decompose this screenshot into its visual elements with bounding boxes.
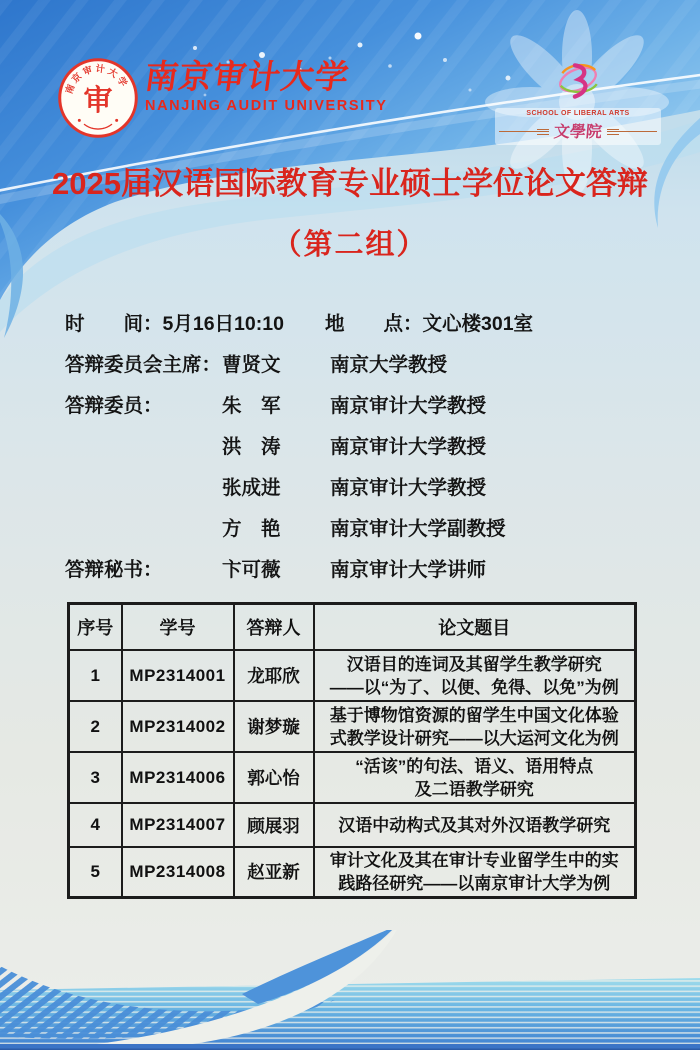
row-student-id: MP2314001 (122, 650, 234, 701)
row-no: 5 (69, 847, 122, 897)
place-field (325, 308, 533, 336)
info-row-member (65, 383, 670, 424)
right-decorative-line (607, 128, 657, 134)
university-name-cn: 南京审计大学 (142, 58, 352, 95)
university-names (142, 58, 388, 115)
row-defender-name: 顾展羽 (234, 803, 314, 847)
school-name-en: SCHOOL OF LIBERAL ARTS (526, 110, 630, 117)
thesis-title-line: 汉语中动构式及其对外汉语教学研究 (338, 815, 611, 835)
info-row-member (65, 465, 670, 506)
place-value: 文心楼301室 (422, 312, 534, 335)
row-student-id: MP2314008 (122, 847, 234, 897)
thesis-title-line: 式教学设计研究——以大运河文化为例 (329, 728, 619, 748)
col-header-id: 学号 (122, 604, 234, 651)
chair-title: 南京大学教授 (330, 353, 448, 376)
time-field (65, 308, 325, 336)
chair-label: 答辩委员会主席： (65, 353, 222, 376)
row-defender-name: 龙耶欣 (234, 650, 314, 701)
thesis-title-line: 基于博物馆资源的留学生中国文化体验 (329, 705, 619, 725)
table-row (69, 650, 636, 701)
info-row-time-place (65, 301, 670, 342)
member-title: 南京审计大学教授 (330, 476, 487, 499)
member-title: 南京审计大学副教授 (330, 517, 506, 540)
info-row-chair (65, 342, 670, 383)
secretary-label: 答辩秘书： (65, 558, 163, 581)
row-no: 1 (69, 650, 122, 701)
defense-schedule-table (67, 602, 637, 899)
university-brand (56, 56, 388, 140)
school-brand (495, 56, 661, 145)
row-thesis-title (314, 803, 636, 847)
row-defender-name: 谢梦璇 (234, 701, 314, 752)
thesis-title-line: “活该”的句法、语义、语用特点 (355, 756, 594, 776)
time-label: 时 间： (65, 312, 163, 335)
row-student-id: MP2314006 (122, 752, 234, 803)
members-label: 答辩委员： (65, 394, 163, 417)
row-no: 3 (69, 752, 122, 803)
table-row (69, 752, 636, 803)
secretary-title: 南京审计大学讲师 (330, 558, 487, 581)
poster-title-line1: 2025届汉语国际教育专业硕士学位论文答辩 (52, 166, 648, 201)
chair-name: 曹贤文 (222, 353, 281, 376)
col-header-name: 答辩人 (234, 604, 314, 651)
place-label: 地 点： (325, 312, 423, 335)
member-name: 张成进 (222, 476, 281, 499)
left-decorative-line (499, 128, 549, 134)
table-header-row (69, 604, 636, 651)
seal-center-glyph: 审 (83, 85, 113, 118)
seal-ring-text: 南京审计大学 (63, 63, 131, 96)
thesis-title-line: 及二语教学研究 (414, 779, 534, 799)
info-row-secretary (65, 547, 670, 588)
thesis-title-line: 审计文化及其在审计专业留学生中的实 (329, 850, 619, 870)
member-name: 洪 涛 (222, 435, 281, 458)
table-row (69, 803, 636, 847)
table-row (69, 847, 636, 897)
row-defender-name: 赵亚新 (234, 847, 314, 897)
university-seal-icon (56, 56, 140, 140)
time-value: 5月16日10:10 (162, 312, 284, 335)
school-name-cn: 文學院 (553, 124, 603, 141)
member-name: 方 艳 (222, 517, 281, 540)
thesis-title-line: 汉语目的连词及其留学生教学研究 (346, 654, 602, 674)
poster-title-line2: （第二组） (272, 229, 428, 261)
member-name: 朱 军 (222, 394, 281, 417)
footer-wave-art (0, 930, 700, 1050)
row-thesis-title (314, 701, 636, 752)
row-no: 4 (69, 803, 122, 847)
row-student-id: MP2314007 (122, 803, 234, 847)
col-header-no: 序号 (69, 604, 122, 651)
member-title: 南京审计大学教授 (330, 394, 487, 417)
school-name-cn-row (499, 119, 657, 142)
defense-info (65, 301, 670, 588)
col-header-title: 论文题目 (314, 604, 636, 651)
row-no: 2 (69, 701, 122, 752)
row-thesis-title (314, 752, 636, 803)
info-row-member (65, 424, 670, 465)
row-thesis-title (314, 650, 636, 701)
thesis-title-line: ——以“为了、以便、免得、以免”为例 (329, 677, 619, 697)
info-row-member (65, 506, 670, 547)
row-student-id: MP2314002 (122, 701, 234, 752)
university-name-en: NANJING AUDIT UNIVERSITY (145, 98, 388, 115)
row-thesis-title (314, 847, 636, 897)
secretary-name: 卞可薇 (222, 558, 281, 581)
table-row (69, 701, 636, 752)
school-logo-icon (553, 56, 603, 106)
row-defender-name: 郭心怡 (234, 752, 314, 803)
school-name-badge (495, 108, 661, 145)
thesis-title-line: 践路径研究——以南京审计大学为例 (338, 873, 611, 893)
member-title: 南京审计大学教授 (330, 435, 487, 458)
